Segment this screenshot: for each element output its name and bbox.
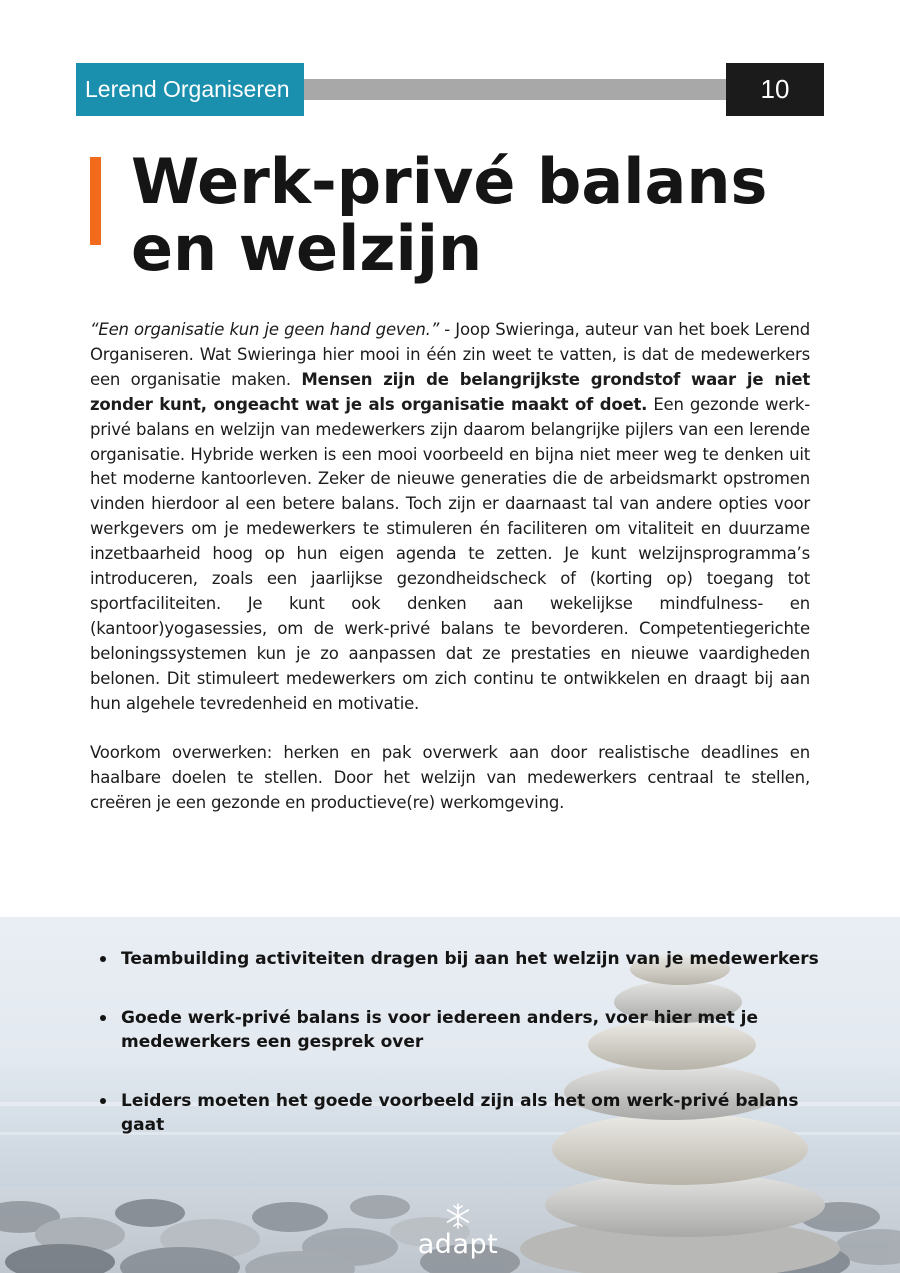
list-item <box>100 1089 820 1137</box>
key-points-list <box>100 947 820 1172</box>
title-accent-bar <box>90 157 101 245</box>
header-divider-bar <box>304 79 726 100</box>
quote-attribution: - Joop Swieringa, auteur van het boek Lerend Organiseren. Wat Swieringa hier mooi in één zin weet te vatten, is dat de medewerkers een organisatie maken. <box>90 320 810 389</box>
snowflake-icon <box>444 1202 472 1230</box>
list-item <box>100 947 820 971</box>
logo-text: adapt <box>417 1229 499 1260</box>
list-item-text: Goede werk-privé balans is voor iedereen anders, voer hier met je medewerkers een gesprek over <box>121 1008 759 1052</box>
stones-image-panel <box>0 917 900 1273</box>
section-label <box>76 63 304 116</box>
quote-text: “Een organisatie kun je geen hand geven.” <box>90 320 440 339</box>
list-item-text: Teambuilding activiteiten dragen bij aan het welzijn van je medewerkers <box>121 949 819 969</box>
page-title <box>131 145 851 285</box>
bullet-icon <box>100 1098 106 1104</box>
page-title-line-1: Werk-privé balans <box>131 145 768 218</box>
paragraph-1 <box>90 318 810 717</box>
bullet-icon <box>100 956 106 962</box>
paragraph-2: Voorkom overwerken: herken en pak overwerk aan door realistische deadlines en haalbare doelen te stellen. Door het welzijn van medewerkers centraal te stellen, creëren je een gezonde en productieve(re) werkomgeving. <box>90 743 810 813</box>
article-body <box>90 318 810 816</box>
page-number-text: 10 <box>760 74 790 104</box>
list-item <box>100 1006 820 1054</box>
page-title-line-2: en welzijn <box>131 212 483 285</box>
list-item-text: Leiders moeten het goede voorbeeld zijn als het om werk-privé balans gaat <box>121 1091 799 1135</box>
page-number <box>726 63 824 116</box>
bullet-icon <box>100 1015 106 1021</box>
paragraph-1-rest: Een gezonde werk-privé balans en welzijn van medewerkers zijn daarom belangrijke pijlers van een lerende organisatie. Hybride werken is een mooi voorbeeld en bijna niet meer weg te denken uit het moderne kantoorleven. Zeker de nieuwe generaties die de arbeidsmarkt opstromen vinden hierdoor al een betere balans. Toch zijn er daarnaast tal van andere opties voor werkgevers om je medewerkers te stimuleren én faciliteren om vitaliteit en duurzame inzetbaarheid hoog op hun eigen agenda te zetten. Je kunt welzijnsprogramma’s introduceren, zoals een jaarlijkse gezondheidscheck of (korting op) toegang tot sportfaciliteiten. Je kunt ook denken aan wekelijkse mindfulness- en (kantoor)yogasessies, om de werk-privé balans te bevorderen. Competentiegerichte beloningssystemen kun je zo aanpassen dat ze prestaties en nieuwe vaardigheden belonen. Dit stimuleert medewerkers om zich continu te ontwikkelen en draagt bij aan hun algehele tevredenheid en motivatie. <box>90 394 810 713</box>
section-label-text: Lerend Organiseren <box>85 76 290 102</box>
adapt-logo <box>413 1202 503 1262</box>
emphasis-text: Mensen zijn de belangrijkste grondstof waar je niet zonder kunt, ongeacht wat je als organisatie maakt of doet. <box>90 369 811 414</box>
